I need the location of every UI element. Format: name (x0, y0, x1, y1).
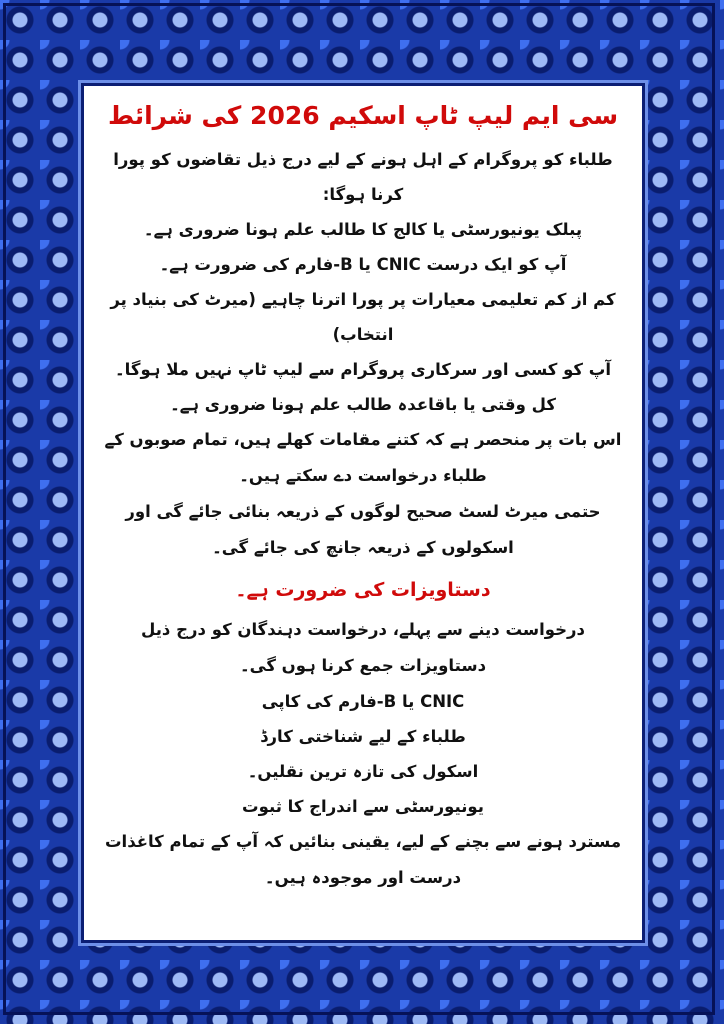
merit-paragraph: حتمی میرٹ لسٹ صحیح لوگوں کے ذریعہ بنائی جائے گی اور اسکولوں کے ذریعہ جانچ کی جائے گی۔ (125, 502, 601, 557)
requirement-item: کل وقتی یا باقاعدہ طالب علم ہونا ضروری ہے۔ (170, 395, 556, 414)
requirement-item: آپ کو کسی اور سرکاری پروگرام سے لیپ ٹاپ نہیں ملا ہوگا۔ (114, 360, 611, 379)
closing-paragraph: مسترد ہونے سے بچنے کے لیے، یقینی بنائیں کہ آپ کے تمام کاغذات درست اور موجودہ ہیں۔ (104, 832, 622, 887)
page-title: سی ایم لیپ ٹاپ اسکیم 2026 کی شرائط (107, 101, 619, 130)
requirement-item: آپ کو ایک درست CNIC یا B-فارم کی ضرورت ہے۔ (159, 255, 567, 274)
document-item: CNIC یا B-فارم کی کاپی (261, 692, 465, 711)
requirement-item: کم از کم تعلیمی معیارات پر پورا اترنا چاہیے (میرٹ کی بنیاد پر انتخاب) (110, 290, 616, 344)
eligibility-paragraph: اس بات پر منحصر ہے کہ کتنے مقامات کھلے ہیں، تمام صوبوں کے طلباء درخواست دے سکتے ہیں۔ (104, 430, 622, 485)
document-item: اسکول کی تازہ ترین نقلیں۔ (247, 762, 479, 781)
documents-heading: دستاویزات کی ضرورت ہے۔ (235, 579, 491, 601)
requirement-item: پبلک یونیورسٹی یا کالج کا طالب علم ہونا ضروری ہے۔ (143, 220, 583, 239)
document-item: طلباء کے لیے شناختی کارڈ (260, 727, 466, 746)
documents-intro: درخواست دینے سے پہلے، درخواست دہندگان کو درج ذیل دستاویزات جمع کرنا ہوں گی۔ (140, 620, 586, 675)
requirements-intro: طلباء کو پروگرام کے اہل ہونے کے لیے درج ذیل تقاضوں کو پورا کرنا ہوگا: (113, 150, 613, 204)
content-panel (84, 86, 642, 940)
document-item: یونیورسٹی سے اندراج کا ثبوت (242, 797, 484, 816)
